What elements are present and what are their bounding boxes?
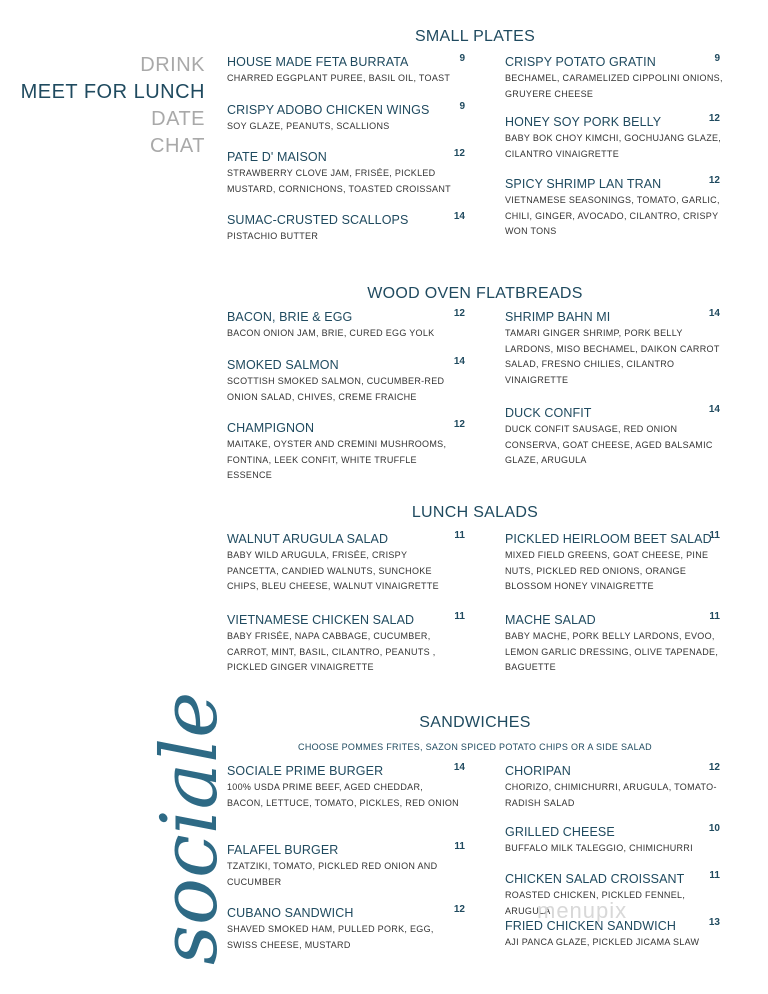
item-name: SHRIMP BAHN MI: [505, 310, 611, 324]
menu-item: [227, 904, 465, 953]
nav-date[interactable]: DATE: [151, 108, 205, 130]
item-description: CHORIZO, CHIMICHURRI, ARUGULA, TOMATO-RADISH SALAD: [505, 782, 717, 808]
item-description: BABY WILD ARUGULA, FRISÉE, CRISPY PANCETTA, CANDIED WALNUTS, SUNCHOKE CHIPS, BLEU CHEESE, WALNUT VINAIGRETTE: [227, 550, 439, 591]
item-description: PISTACHIO BUTTER: [227, 231, 319, 241]
section-title-sandwiches: SANDWICHES: [419, 714, 531, 731]
item-price: 11: [709, 530, 720, 541]
watermark: menupix: [537, 898, 628, 923]
item-name: FALAFEL BURGER: [227, 843, 339, 857]
menu-item: [227, 356, 465, 405]
item-price: 12: [708, 113, 720, 124]
menu-item: [227, 148, 465, 197]
item-name: SUMAC-CRUSTED SCALLOPS: [227, 213, 409, 227]
item-price: 9: [459, 101, 465, 112]
item-name: BACON, BRIE & EGG: [227, 310, 353, 324]
menu-item: [227, 762, 465, 811]
item-price: 12: [453, 308, 465, 319]
item-price: 13: [708, 917, 720, 928]
item-name: CHAMPIGNON: [227, 421, 315, 435]
item-name: SPICY SHRIMP LAN TRAN: [505, 177, 662, 191]
nav-meet-for-lunch[interactable]: MEET FOR LUNCH: [20, 81, 205, 103]
sociale-logo: sociale: [145, 691, 235, 965]
item-name: FRIED CHICKEN SANDWICH: [505, 919, 676, 933]
item-description: TAMARI GINGER SHRIMP, PORK BELLY LARDONS, MISO BECHAMEL, DAIKON CARROT SALAD, FRESNO CHILIES, CILANTRO VINAIGRETTE: [505, 328, 720, 385]
item-price: 14: [453, 211, 465, 222]
item-description: STRAWBERRY CLOVE JAM, FRISÉE, PICKLED MUSTARD, CORNICHONS, TOASTED CROISSANT: [227, 168, 451, 194]
item-price: 12: [453, 419, 465, 430]
item-description: DUCK CONFIT SAUSAGE, RED ONION CONSERVA, GOAT CHEESE, AGED BALSAMIC GLAZE, ARUGULA: [505, 424, 713, 465]
item-price: 14: [708, 404, 720, 415]
item-description: TZATZIKI, TOMATO, PICKLED RED ONION AND CUCUMBER: [227, 861, 438, 887]
item-price: 11: [709, 611, 720, 622]
item-description: AJI PANCA GLAZE, PICKLED JICAMA SLAW: [505, 937, 700, 947]
item-price: 9: [459, 53, 465, 64]
nav-chat[interactable]: CHAT: [150, 135, 205, 157]
menu-item: [505, 115, 727, 162]
item-description: BABY FRISÉE, NAPA CABBAGE, CUCUMBER, CARROT, MINT, BASIL, CILANTRO, PEANUTS , PICKLED GINGER VINAIGRETTE: [227, 631, 436, 672]
item-name: HONEY SOY PORK BELLY: [505, 115, 662, 129]
item-name: CUBANO SANDWICH: [227, 906, 354, 920]
menu-item: [505, 55, 727, 102]
section-title-small-plates: SMALL PLATES: [414, 28, 536, 45]
menu-item: [505, 310, 727, 388]
item-price: 11: [709, 870, 720, 881]
item-description: BABY MACHE, PORK BELLY LARDONS, EVOO, LEMON GARLIC DRESSING, OLIVE TAPENADE, BAGUETTE: [505, 631, 719, 672]
item-price: 11: [454, 530, 465, 541]
item-price: 12: [453, 148, 465, 159]
item-name: WALNUT ARUGULA SALAD: [227, 532, 389, 546]
item-name: CRISPY ADOBO CHICKEN WINGS: [227, 103, 430, 117]
section-title-flatbreads: WOOD OVEN FLATBREADS: [367, 285, 583, 302]
item-description: MIXED FIELD GREENS, GOAT CHEESE, PINE NUTS, PICKLED RED ONIONS, ORANGE BLOSSOM HONEY VINAIGRETTE: [505, 550, 709, 591]
menu-item: [227, 53, 465, 87]
menu-item: [505, 825, 727, 857]
menu-item: [227, 419, 465, 484]
item-price: 11: [454, 611, 465, 622]
item-price: 12: [453, 904, 465, 915]
item-description: BACON ONION JAM, BRIE, CURED EGG YOLK: [227, 328, 435, 338]
item-name: HOUSE MADE FETA BURRATA: [227, 55, 409, 69]
item-name: CHICKEN SALAD CROISSANT: [505, 872, 685, 886]
item-name: VIETNAMESE CHICKEN SALAD: [227, 613, 415, 627]
section-title-lunch-salads: LUNCH SALADS: [411, 504, 539, 521]
menu-item: [505, 177, 727, 240]
item-description: BECHAMEL, CARAMELIZED CIPPOLINI ONIONS, GRUYERE CHEESE: [505, 73, 723, 99]
item-description: MAITAKE, OYSTER AND CREMINI MUSHROOMS, FONTINA, LEEK CONFIT, WHITE TRUFFLE ESSENCE: [227, 439, 447, 480]
item-description: ROASTED CHICKEN, PICKLED FENNEL, ARUGULA: [505, 890, 686, 916]
item-price: 11: [454, 841, 465, 852]
item-description: SHAVED SMOKED HAM, PULLED PORK, EGG, SWISS CHEESE, MUSTARD: [227, 924, 434, 950]
item-name: PICKLED HEIRLOOM BEET SALAD: [505, 532, 712, 546]
item-price: 12: [708, 175, 720, 186]
item-name: CRISPY POTATO GRATIN: [505, 55, 656, 69]
item-price: 9: [714, 53, 720, 64]
menu-item: [505, 613, 727, 676]
item-description: SCOTTISH SMOKED SALMON, CUCUMBER-RED ONION SALAD, CHIVES, CREME FRAICHE: [227, 376, 445, 402]
menu-item: [227, 101, 465, 135]
item-description: BUFFALO MILK TALEGGIO, CHIMICHURRI: [505, 843, 693, 853]
item-name: CHORIPAN: [505, 764, 571, 778]
item-name: DUCK CONFIT: [505, 406, 592, 420]
menu-item: [227, 211, 465, 245]
item-name: SOCIALE PRIME BURGER: [227, 764, 384, 778]
menu-item: [505, 532, 727, 595]
item-price: 12: [708, 762, 720, 773]
sandwiches-subtitle: CHOOSE POMMES FRITES, SAZON SPICED POTATO CHIPS OR A SIDE SALAD: [298, 742, 652, 752]
item-name: SMOKED SALMON: [227, 358, 339, 372]
item-name: MACHE SALAD: [505, 613, 596, 627]
item-description: CHARRED EGGPLANT PUREE, BASIL OIL, TOAST: [227, 73, 451, 83]
menu-item: [505, 764, 727, 811]
item-description: BABY BOK CHOY KIMCHI, GOCHUJANG GLAZE, CILANTRO VINAIGRETTE: [505, 133, 722, 159]
menu-item: [227, 611, 465, 676]
item-price: 14: [453, 356, 465, 367]
menu-item: [505, 406, 727, 469]
item-price: 14: [453, 762, 465, 773]
item-name: PATE D' MAISON: [227, 150, 327, 164]
menu-item: [227, 308, 465, 342]
item-price: 14: [708, 308, 720, 319]
menu-item: [227, 841, 465, 890]
menu-item: [227, 530, 465, 595]
nav-drink[interactable]: DRINK: [140, 54, 205, 76]
item-name: GRILLED CHEESE: [505, 825, 615, 839]
item-description: VIETNAMESE SEASONINGS, TOMATO, GARLIC, CHILI, GINGER, AVOCADO, CILANTRO, CRISPY WON TONS: [505, 195, 720, 236]
item-price: 10: [708, 823, 720, 834]
item-description: 100% USDA PRIME BEEF, AGED CHEDDAR, BACON, LETTUCE, TOMATO, PICKLES, RED ONION: [227, 782, 459, 808]
item-description: SOY GLAZE, PEANUTS, SCALLIONS: [227, 121, 390, 131]
